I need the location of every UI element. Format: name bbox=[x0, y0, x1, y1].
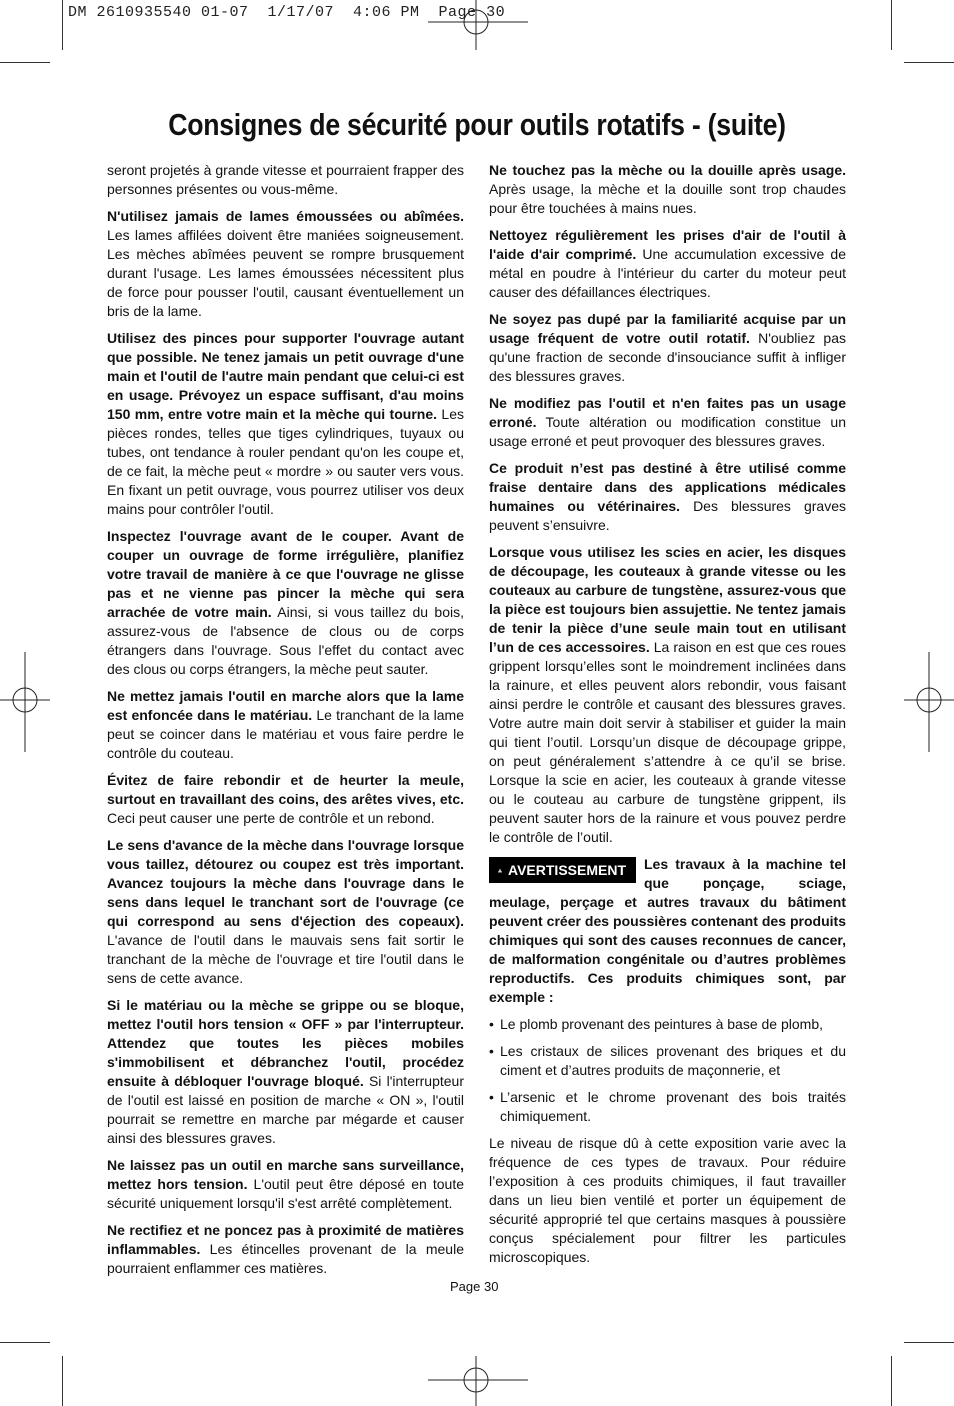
registration-mark-bottom bbox=[428, 1356, 528, 1406]
paragraph: Ne soyez pas dupé par la familiarité acquise par un usage fréquent de votre outil rotatif. N'oubliez pas qu'une fraction de seconde d'insouciance suffit à infliger des blessures graves. bbox=[489, 311, 846, 384]
crop-mark-bottom-right-h bbox=[904, 1342, 954, 1343]
paragraph: Ce produit n’est pas destiné à être utilisé comme fraise dentaire dans des applications médicales humaines ou vétérinaires. Des blessures graves peuvent s’ensuivre. bbox=[489, 460, 846, 533]
list-item: • Les cristaux de silices provenant des briques et du ciment et d’autres produits de maçonnerie, et bbox=[489, 1042, 846, 1080]
bullet-list bbox=[489, 1015, 846, 1126]
registration-mark-left bbox=[0, 652, 50, 752]
paragraph: Le niveau de risque dû à cette exposition varie avec la fréquence de ces types de travaux. Pour réduire l’exposition à ces produits chimiques, il faut travailler dans un lieu bien ventilé et porter un équipement de sécurité approprié tel que certains masques à poussière conçus spécialement pour filtrer les particules microscopiques. bbox=[489, 1135, 846, 1265]
paragraph: Évitez de faire rebondir et de heurter la meule, surtout en travaillant des coins, des arêtes vives, etc. Ceci peut causer une perte de contrôle et un rebond. bbox=[107, 772, 464, 826]
paragraph: Ne mettez jamais l'outil en marche alors que la lame est enfoncée dans le matériau. Le tranchant de la lame peut se coincer dans le matériau et vous faire perdre le contrôle du couteau. bbox=[107, 688, 464, 761]
printer-slug: DM 2610935540 01-07 1/17/07 4:06 PM Page 30 bbox=[68, 4, 506, 21]
right-column bbox=[489, 161, 846, 1275]
crop-mark-bottom-right-v bbox=[891, 1356, 892, 1406]
registration-mark-top bbox=[428, 0, 528, 50]
paragraph: Lorsque vous utilisez les scies en acier, les disques de découpage, les couteaux à grande vitesse ou les couteaux au carbure de tungstène, assurez-vous que la pièce est toujours bien assujettie. Ne tentez jamais de tenir la pièce d’une seule main tout en utilisant l’un de ces accessoires. La raison en est que ces roues grippent lorsqu’elles sont le moindrement inclinées dans la rainure, et elles peuvent alors rebondir, vous faisant ainsi perdre le contrôle et causant des blessures graves. Votre autre main doit servir à stabiliser et guider la main qui tient l’outil. Lorsqu’un disque de découpage grippe, on peut généralement s’attendre à ce qu’il se brise. Lorsque la scie en acier, les couteaux à grande vitesse ou le couteau au carbure de tungstène grippent, ils peuvent sauter hors de la rainure et vous pouvez perdre le contrôle de l’outil. bbox=[489, 544, 846, 845]
warning-label: AVERTISSEMENT bbox=[508, 862, 626, 878]
paragraph: Si le matériau ou la mèche se grippe ou se bloque, mettez l'outil hors tension « OFF » par l'interrupteur. Attendez que toutes les pièces mobiles s'immobilisent et débranchez l'outil, procédez ensuite à débloquer l'ouvrage bloqué. Si l'interrupteur de l'outil est laissé en position de marche « ON », l'outil pourrait se remettre en marche par mégarde et causer ainsi des blessures graves. bbox=[107, 997, 465, 1146]
left-column bbox=[107, 161, 464, 1286]
warning-paragraph bbox=[489, 855, 846, 1007]
paragraph: Utilisez des pinces pour supporter l'ouvrage autant que possible. Ne tenez jamais un petit ouvrage d'une main et l'outil de l'autre main pendant que celui-ci est en usage. Prévoyez un espace suffisant, d'au moins 150 mm, entre votre main et la mèche qui tourne. Les pièces rondes, telles que tiges cylindriques, tuyaux ou tubes, ont tendance à rouler pendant qu'on les coupe et, de ce fait, la mèche peut « mordre » ou sauter vers vous. En fixant un petit ouvrage, vous pourrez utiliser vos deux mains pour contrôler l'outil. bbox=[107, 330, 464, 517]
paragraph: Ne modifiez pas l'outil et n'en faites pas un usage erroné. Toute altération ou modification constitue un usage erroné et peut provoquer des blessures graves. bbox=[489, 395, 846, 449]
registration-mark-right bbox=[904, 652, 954, 752]
crop-mark-bottom-left-h bbox=[0, 1342, 50, 1343]
paragraph: Ne rectifiez et ne poncez pas à proximité de matières inflammables. Les étincelles provenant de la meule pourraient enflammer ces matières. bbox=[107, 1222, 464, 1276]
page-title: Consignes de sécurité pour outils rotatifs - (suite) bbox=[168, 107, 786, 142]
paragraph: Inspectez l'ouvrage avant de le couper. Avant de couper un ouvrage de forme irrégulière, planifiez votre travail de manière à ce que l'ouvrage ne glisse pas et ne vienne pas pincer la mèche qui sera arrachée de votre main. Ainsi, si vous taillez du bois, assurez-vous de l'absence de clous ou de corps étrangers dans l'ouvrage. Sous l'effet du contact avec des clous ou corps étrangers, la mèche peut sauter. bbox=[107, 528, 465, 677]
paragraph: N'utilisez jamais de lames émoussées ou abîmées. Les lames affilées doivent être maniées soigneusement. Les mèches abîmées peuvent se rompre brusquement durant l'usage. Les lames émoussées nécessitent plus de force pour pousser l'outil, causant éventuellement un bris de la lame. bbox=[107, 208, 464, 319]
paragraph: Ne touchez pas la mèche ou la douille après usage. Après usage, la mèche et la douille sont trop chaudes pour être touchées à mains nues. bbox=[489, 162, 846, 216]
list-item: • L’arsenic et le chrome provenant des bois traités chimiquement. bbox=[489, 1088, 846, 1126]
crop-mark-bottom-left-v bbox=[62, 1356, 63, 1406]
warning-triangle-icon bbox=[498, 864, 502, 877]
warning-text: Les travaux à la machine tel que ponçage, sciage, meulage, perçage et autres travaux du bâtiment peuvent créer des poussières contenant des produits chimiques qui sont des causes reconnues de cancer, de malformation congénitale ou d’autres problèmes reproductifs. Ces produits chimiques sont, par exemple : bbox=[489, 856, 846, 1005]
crop-mark-top-left-h bbox=[0, 62, 50, 63]
paragraph: seront projetés à grande vitesse et pourraient frapper des personnes présentes ou vous-même. bbox=[107, 162, 464, 197]
paragraph: Ne laissez pas un outil en marche sans surveillance, mettez hors tension. L'outil peut être déposé en toute sécurité uniquement lorsqu'il s'est arrêté complètement. bbox=[107, 1157, 464, 1211]
paragraph: Nettoyez régulièrement les prises d'air de l'outil à l'aide d'air comprimé. Une accumulation excessive de métal en poudre à l'intérieur du carter du moteur peut causer des défaillances électriques. bbox=[489, 227, 846, 300]
crop-mark-top-left-v bbox=[62, 0, 63, 50]
warning-badge bbox=[489, 857, 636, 883]
crop-mark-top-right-h bbox=[904, 62, 954, 63]
paragraph: Le sens d'avance de la mèche dans l'ouvrage lorsque vous taillez, détourez ou coupez est très important. Avancez toujours la mèche dans l'ouvrage dans le sens dans lequel le tranchant sort de l'ouvrage (ce qui correspond au sens d'éjection des copeaux). L'avance de l'outil dans le mauvais sens fait sortir le tranchant de la mèche de l'ouvrage et tire l'outil dans le sens de cette avance. bbox=[107, 837, 464, 986]
crop-mark-top-right-v bbox=[891, 0, 892, 50]
list-item: • Le plomb provenant des peintures à base de plomb, bbox=[489, 1015, 846, 1034]
page-number: Page 30 bbox=[450, 1279, 499, 1294]
